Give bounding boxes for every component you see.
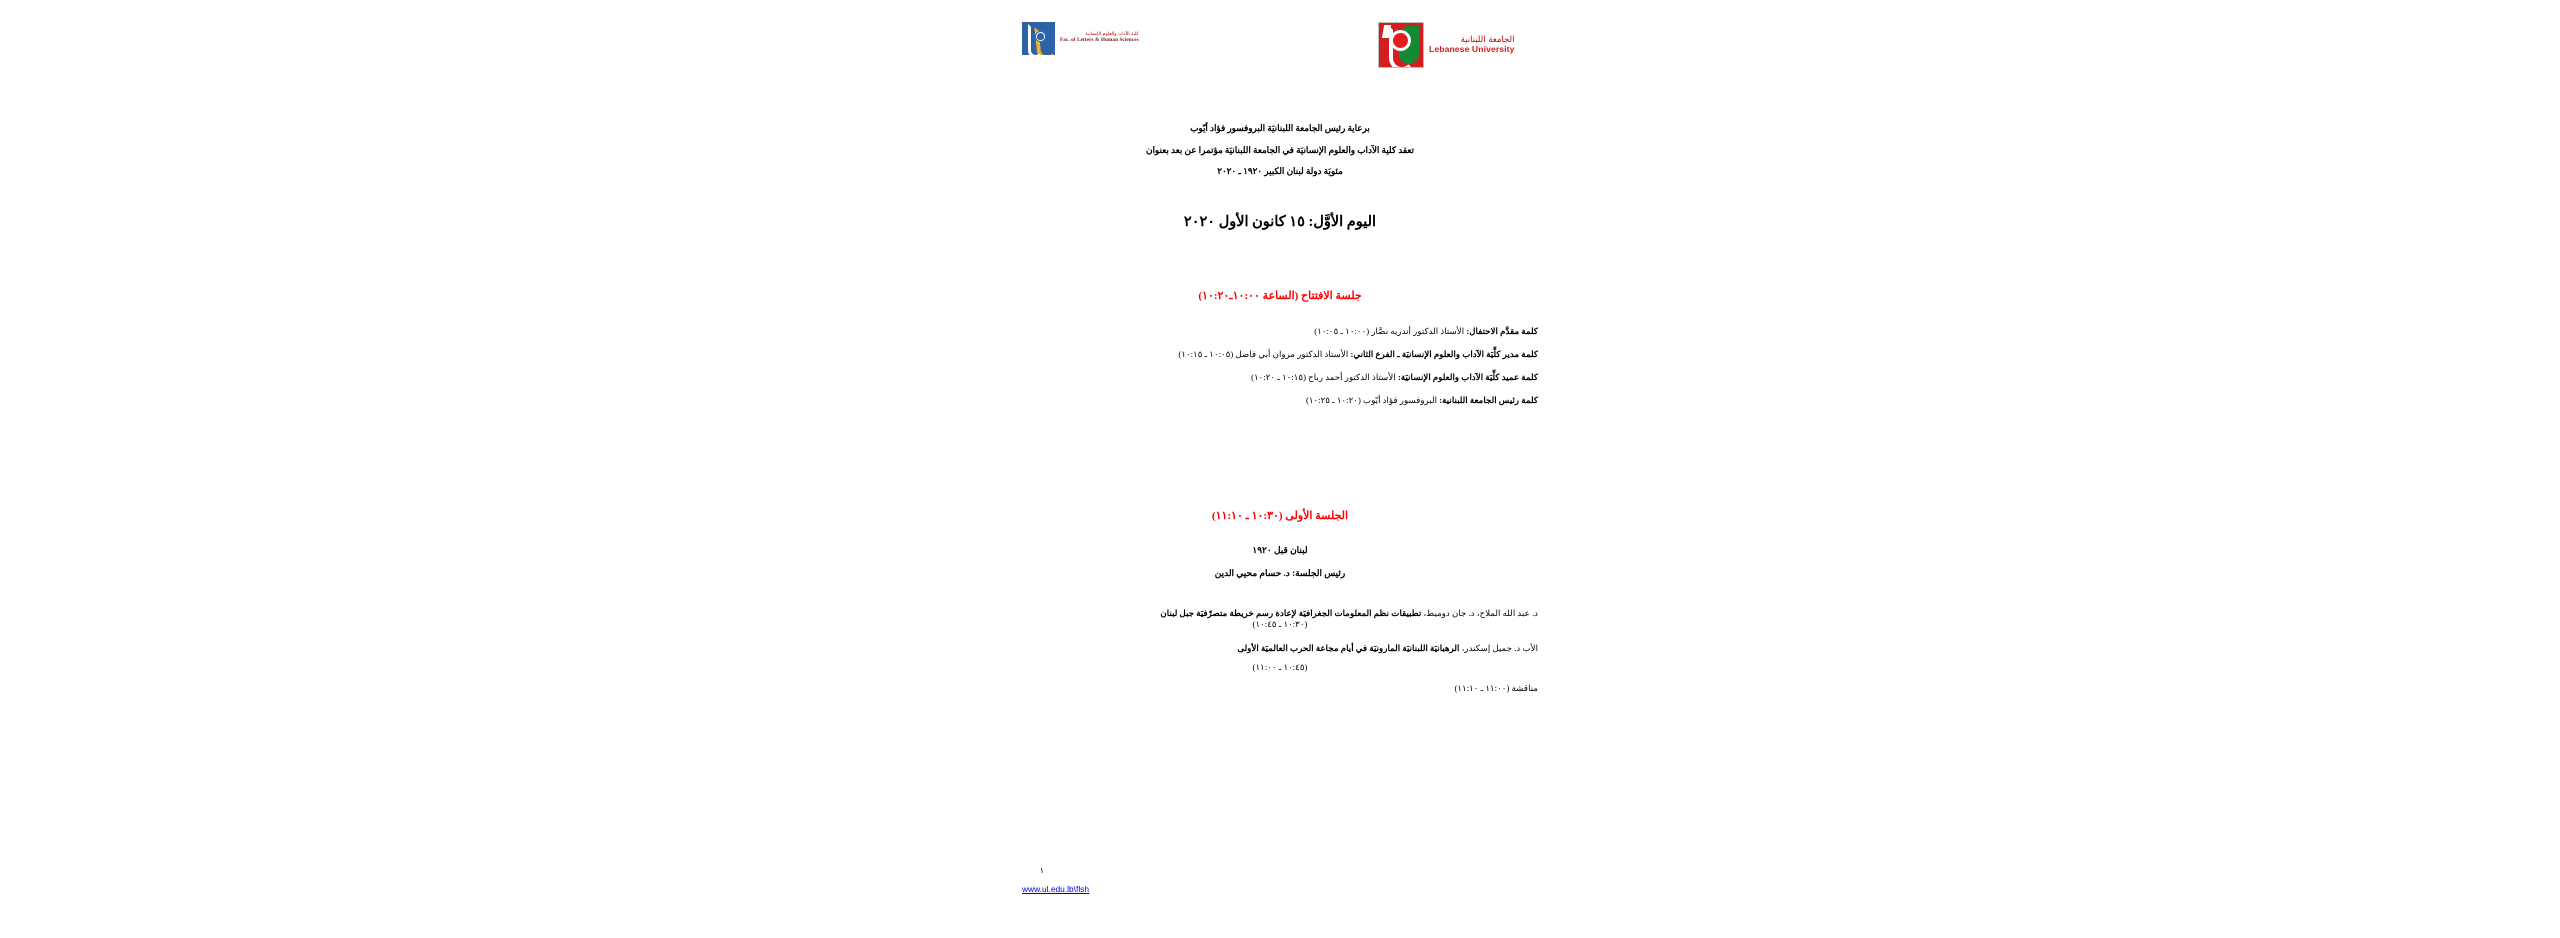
- university-logo-text: [1429, 36, 1515, 55]
- session-theme: لبنان قبل ١٩٢٠: [1252, 545, 1308, 555]
- paper-entry: [1022, 643, 1538, 654]
- faculty-logo-text: [1060, 33, 1139, 43]
- footer-website-link[interactable]: www.ul.edu.lb\flsh: [1022, 884, 1090, 894]
- university-logo-mark-icon: [1378, 22, 1424, 68]
- session-item-time: (١٠:١٥ ـ ١٠:٢٠): [1251, 372, 1306, 383]
- conference-title-line: مئويَة دولة لبنان الكبير ١٩٢٠ ـ ٢٠٢٠: [1217, 166, 1343, 177]
- day-title-block: [1022, 215, 1538, 230]
- first-session-papers: [1022, 608, 1538, 694]
- session-item-speaker: البروفسور فؤاد أيّوب: [1360, 395, 1440, 406]
- session-item-role: كلمة مدير كلِّيَة الآداب والعلوم الإنسانيَة ـ الفرع الثاني: [1353, 349, 1538, 360]
- paper-authors: د. عبد الله الملاح، د. جان دوميط،: [1421, 608, 1538, 618]
- university-logo-dot-shape: [1393, 33, 1408, 48]
- patronage-line: برعاية رئيس الجامعة اللبنانيَة البروفسور فؤاد أيّوب: [1190, 123, 1370, 133]
- paper-time: (١٠:٣٠ ـ ١٠:٤٥): [1252, 619, 1308, 630]
- session-item: [1022, 372, 1538, 383]
- paper-entry: [1022, 608, 1538, 619]
- session-item-role: كلمة رئيس الجامعة اللبنانية: [1442, 395, 1538, 406]
- session-item-time: (١٠:٠٥ ـ ١٠:١٥): [1178, 349, 1234, 360]
- session-item-role: كلمة عميد كلِّيَة الآداب والعلوم الإنسانيَة: [1400, 372, 1538, 383]
- faculty-logo-arabic-label: كلية الآداب والعلوم الإنسانية: [1085, 32, 1139, 38]
- session-discussion: مناقشة (١١:٠٠ ـ ١١:١٠): [1454, 683, 1538, 694]
- paper-authors: الأب د. جميل إسكندر،: [1459, 643, 1538, 654]
- faculty-logo-english-label: Fac. of Letters & Human Sciences: [1060, 37, 1139, 44]
- session-item-time: (١٠:٢٠ ـ ١٠:٢٥): [1305, 395, 1361, 406]
- session-chair-name: د. حسام محيي الدين: [1214, 568, 1293, 578]
- faculty-logo-mark-icon: [1022, 22, 1055, 55]
- university-logo-arabic-label: الجامعة اللبنانية: [1460, 34, 1515, 45]
- session-item-speaker: الأستاذ الدكتور أحمد رباح: [1306, 372, 1398, 383]
- session-item: [1022, 326, 1538, 337]
- opening-session-items: [1022, 326, 1538, 406]
- page-title: اليوم الأوَّل: ١٥ كانون الأول ٢٠٢٠: [1183, 214, 1377, 230]
- header-text-block: [1022, 118, 1538, 183]
- session-chair-label: رئيس الجلسة:: [1292, 568, 1346, 578]
- faculty-of-letters-logo: [1022, 22, 1139, 55]
- session-item-speaker: الأستاذ الدكتور مروان أبي فاضل: [1233, 349, 1351, 360]
- document-content-column: [1022, 0, 1538, 938]
- first-session-theme-block: [1022, 546, 1538, 578]
- session-item: [1022, 349, 1538, 360]
- organizer-line: تعقد كلية الآداب والعلوم الإنسانيَة في الجامعة اللبنانيَة مؤتمرا عن بعد بعنوان: [1146, 144, 1414, 155]
- paper-time: (١٠:٤٥ ـ ١١:٠٠): [1252, 662, 1308, 673]
- logo-band: [1022, 22, 1538, 78]
- session-heading-opening: جلسة الافتتاح (الساعة ١٠:٠٠ـ١٠:٢٠): [1198, 290, 1362, 302]
- session-item-separator: :: [1397, 372, 1401, 383]
- session-item-separator: :: [1350, 349, 1354, 360]
- session-chair-line: [1022, 569, 1538, 578]
- page-number: ١: [1039, 866, 1044, 875]
- faculty-logo-burst-shape: [1035, 31, 1046, 42]
- paper-title: تطبيقات نظم المعلومات الجغرافيَة لإعادة رسم خريطة متصرّفيَة جبل لبنان: [1160, 608, 1422, 618]
- session-item-role: كلمة مقدَّم الاحتفال: [1469, 326, 1538, 336]
- opening-session-heading-block: [1022, 291, 1538, 302]
- paper-title: الرهبانيَة اللبنانيَة المارونيَة في أيام مجاعة الحرب العالميَة الأولى: [1237, 643, 1460, 654]
- lebanese-university-logo: [1378, 22, 1515, 68]
- session-item-time: (١٠:٠٠ ـ ١٠:٠٥): [1314, 326, 1370, 336]
- session-item-speaker: الأستاذ الدكتور أندريه نصَّار: [1369, 326, 1467, 336]
- session-heading-first: الجلسة الأولى (١٠:٣٠ ـ ١١:١٠): [1211, 510, 1349, 522]
- session-item-separator: :: [1466, 326, 1470, 336]
- session-item-separator: :: [1439, 395, 1443, 406]
- session-item: [1022, 395, 1538, 406]
- university-logo-english-label: Lebanese University: [1429, 43, 1515, 54]
- first-session-heading-block: [1022, 511, 1538, 522]
